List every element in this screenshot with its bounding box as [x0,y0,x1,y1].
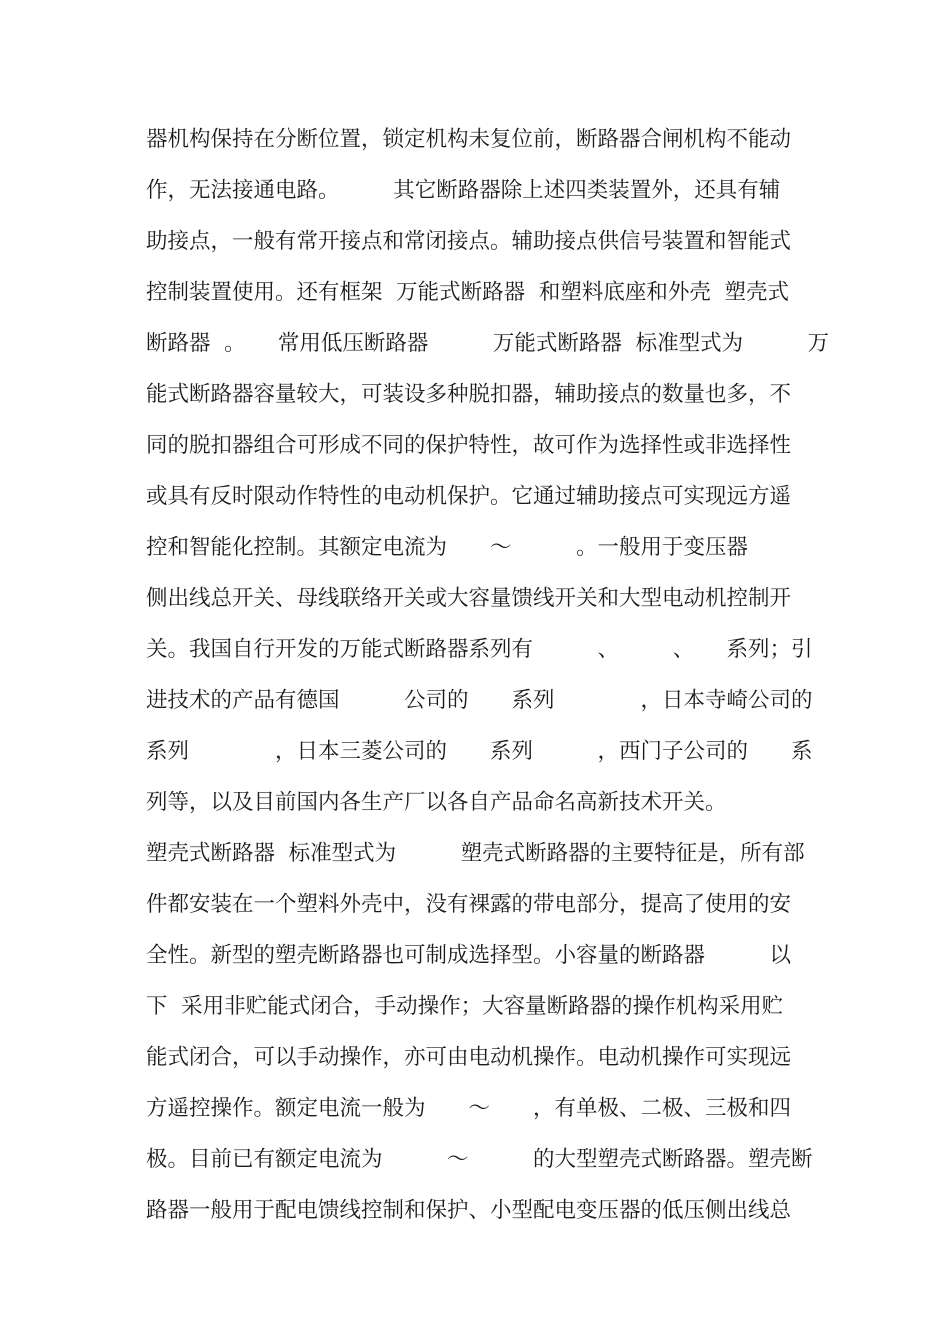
text-line: 路器一般用于配电馈线控制和保护、小型配电变压器的低压侧出线总 [146,1198,792,1223]
text-line: 侧出线总开关、母线联络开关或大容量馈线开关和大型电动机控制开 [146,586,792,611]
text-line: 断路器 。 常用低压断路器 万能式断路器 标准型式为 万 [146,331,830,356]
text-line: 能式闭合，可以手动操作，亦可由电动机操作。电动机操作可实现远 [146,1045,792,1070]
text-line: 塑壳式断路器 标准型式为 塑壳式断路器的主要特征是，所有部 [146,841,805,866]
text-line: 列等，以及目前国内各生产厂以各自产品命名高新技术开关。 [146,790,727,815]
text-line: 能式断路器容量较大，可装设多种脱扣器，辅助接点的数量也多，不 [146,382,792,407]
text-line: 关。我国自行开发的万能式断路器系列有 、 、 系列；引 [146,637,813,662]
text-line: 作，无法接通电路。 其它断路器除上述四类装置外，还具有辅 [146,178,781,203]
text-line: 方遥控操作。额定电流一般为 ～ ，有单极、二极、三极和四 [146,1096,792,1121]
text-line: 下 采用非贮能式闭合，手动操作；大容量断路器的操作机构采用贮 [146,994,784,1019]
text-line: 件都安装在一个塑料外壳中，没有裸露的带电部分，提高了使用的安 [146,892,792,917]
text-line: 控制装置使用。还有框架 万能式断路器 和塑料底座和外壳 塑壳式 [146,280,790,305]
text-line: 或具有反时限动作特性的电动机保护。它通过辅助接点可实现远方遥 [146,484,792,509]
text-line: 系列 ，日本三菱公司的 系列 ，西门子公司的 系 [146,739,813,764]
text-line: 进技术的产品有德国 公司的 系列 ，日本寺崎公司的 [146,688,813,713]
text-line: 控和智能化控制。其额定电流为 ～ 。一般用于变压器 [146,535,749,560]
text-line: 助接点，一般有常开接点和常闭接点。辅助接点供信号装置和智能式 [146,229,792,254]
text-line: 同的脱扣器组合可形成不同的保护特性，故可作为选择性或非选择性 [146,433,792,458]
body-text [146,114,830,1236]
text-line: 极。目前已有额定电流为 ～ 的大型塑壳式断路器。塑壳断 [146,1147,813,1172]
text-line: 全性。新型的塑壳断路器也可制成选择型。小容量的断路器 以 [146,943,792,968]
text-line: 器机构保持在分断位置，锁定机构未复位前，断路器合闸机构不能动 [146,127,792,152]
